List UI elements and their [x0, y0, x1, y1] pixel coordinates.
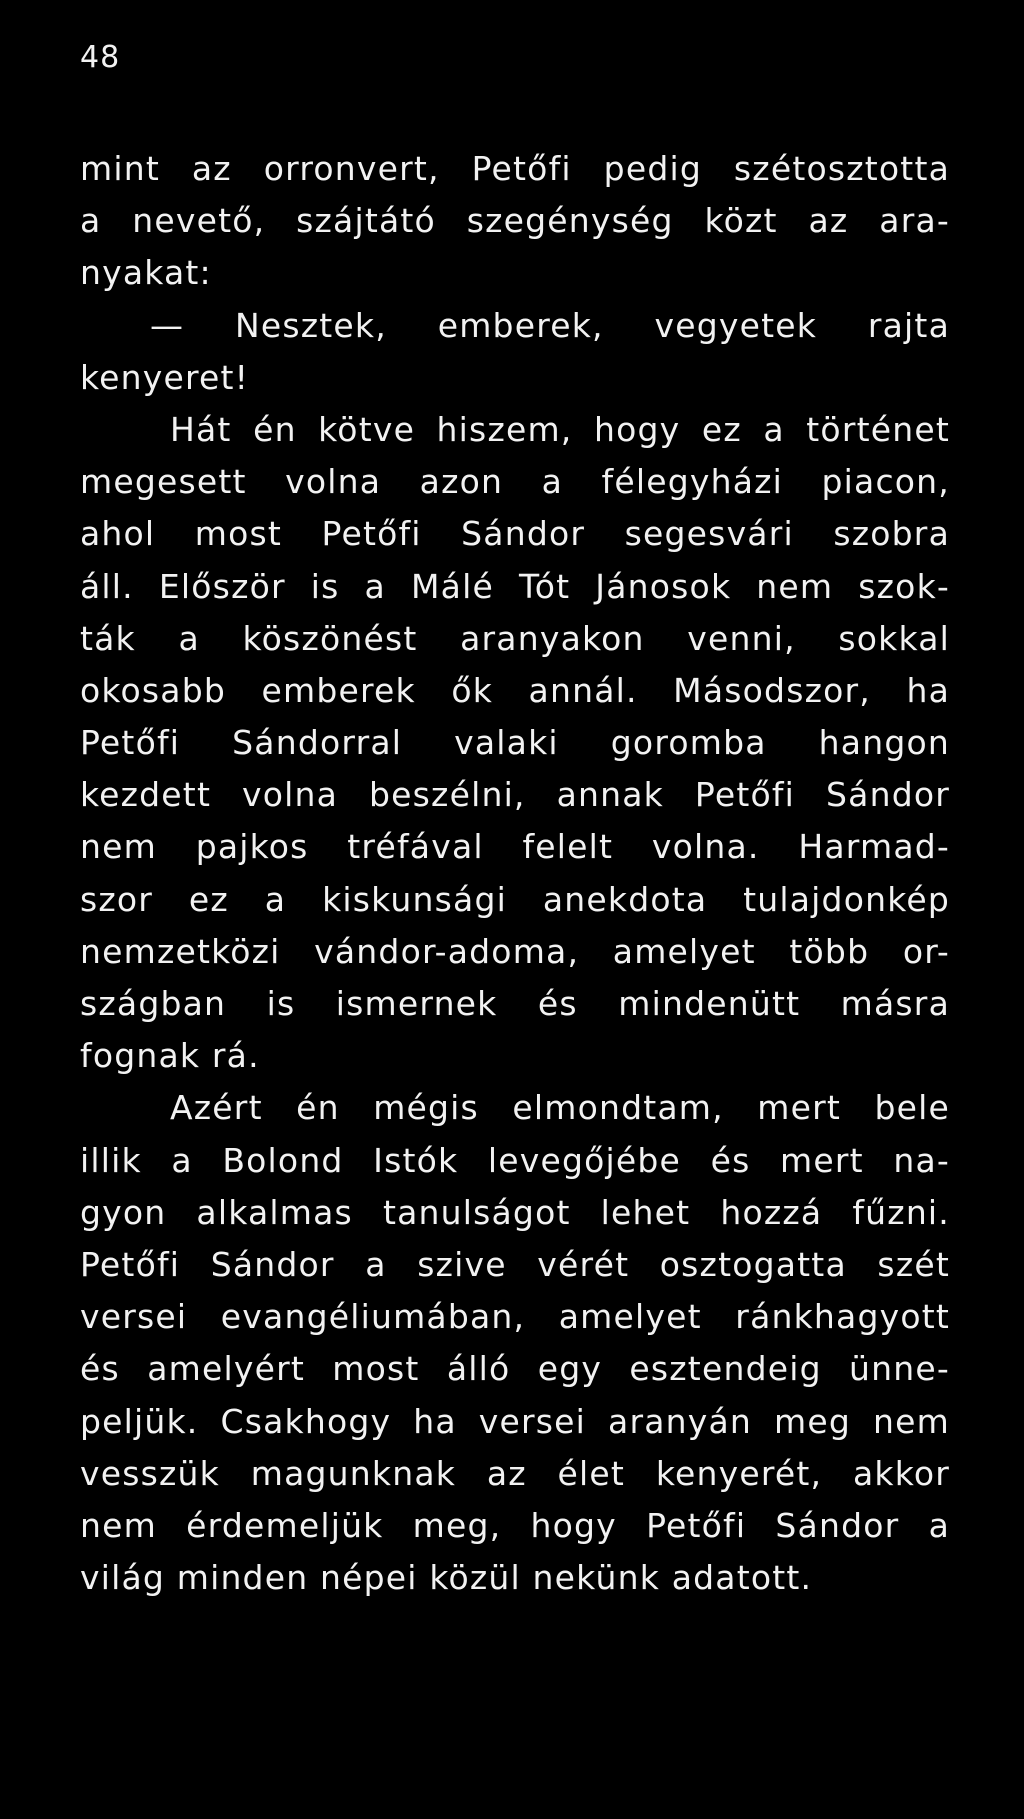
text-line: peljük. Csakhogy ha versei aranyán meg nem: [80, 1401, 950, 1441]
text-line: nyakat:: [80, 253, 212, 293]
text-line: megesett volna azon a félegyházi piacon,: [80, 462, 950, 502]
text-line: nem pajkos tréfával felelt volna. Harmad-: [80, 827, 950, 867]
text-line: — Nesztek, emberek, vegyetek rajta: [150, 305, 950, 345]
body-text: [80, 143, 950, 1604]
text-line: nemzetközi vándor-adoma, amelyet több or-: [80, 931, 950, 971]
text-line: kezdett volna beszélni, annak Petőfi Sándor: [80, 775, 950, 815]
text-line: mint az orronvert, Petőfi pedig szétosztotta: [80, 149, 950, 188]
text-line: kenyeret!: [80, 357, 250, 397]
text-line: fognak rá.: [80, 1036, 260, 1076]
text-line: áll. Először is a Málé Tót Jánosok nem szok-: [80, 566, 950, 606]
text-line: szágban is ismernek és mindenütt másra: [80, 984, 950, 1023]
page-number: 48: [80, 40, 121, 75]
text-line: nem érdemeljük meg, hogy Petőfi Sándor a: [80, 1505, 950, 1545]
text-line: vesszük magunknak az élet kenyerét, akkor: [80, 1453, 950, 1493]
text-line: Hát én kötve hiszem, hogy ez a történet: [170, 409, 950, 449]
text-line: Petőfi Sándorral valaki goromba hangon: [80, 723, 950, 763]
text-line: világ minden népei közül nekünk adatott.: [80, 1558, 813, 1598]
text-line: Petőfi Sándor a szive vérét osztogatta szét: [80, 1244, 950, 1284]
text-line: a nevető, szájtátó szegénység közt az ara-: [80, 201, 950, 241]
text-line: ták a köszönést aranyakon venni, sokkal: [80, 618, 950, 658]
text-line: versei evangéliumában, amelyet ránkhagyott: [80, 1297, 950, 1337]
text-line: szor ez a kiskunsági anekdota tulajdonkép: [80, 879, 950, 919]
text-line: gyon alkalmas tanulságot lehet hozzá fűzni.: [80, 1192, 950, 1232]
text-line: Azért én mégis elmondtam, mert bele: [170, 1088, 950, 1128]
text-line: ahol most Petőfi Sándor segesvári szobra: [80, 514, 950, 554]
text-line: okosabb emberek ők annál. Másodszor, ha: [80, 670, 950, 710]
text-line: illik a Bolond Istók levegőjébe és mert na-: [80, 1140, 950, 1180]
text-line: és amelyért most álló egy esztendeig ünne-: [80, 1349, 950, 1389]
